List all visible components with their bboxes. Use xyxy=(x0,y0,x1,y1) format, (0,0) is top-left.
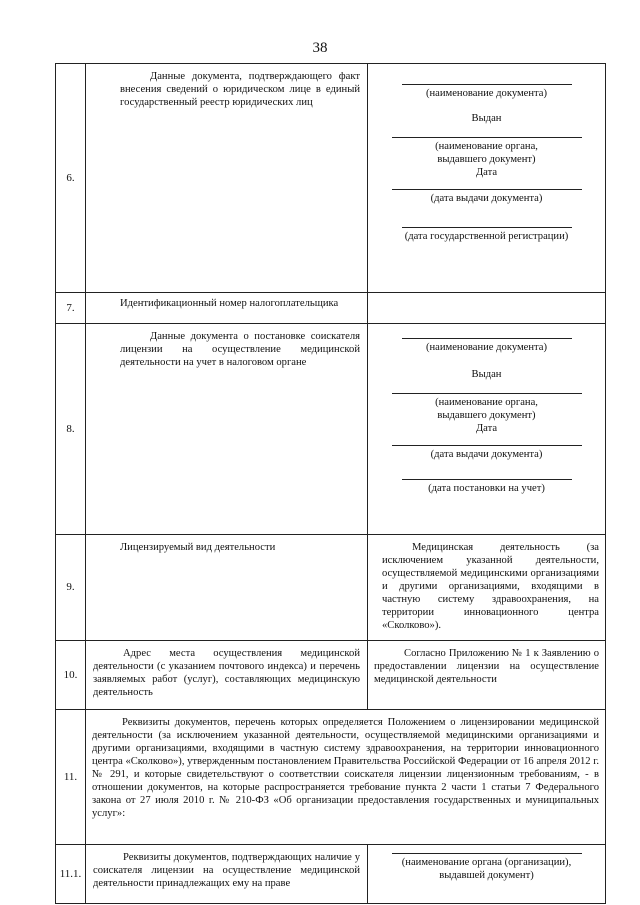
doc-name-caption: (наименование документа) xyxy=(425,88,548,99)
activity-type-text: Медицинская деятельность (за исключением указанной деятельности, осуществляемой медицинскими организациями и другими организациями, входящими в частную систему здравоохранения, на территории инновационного центра «Сколково»). xyxy=(382,542,599,631)
row-value xyxy=(368,324,606,535)
org-name-caption-1: (наименование органа, xyxy=(435,397,538,408)
row-number: 7. xyxy=(56,293,86,324)
row-value xyxy=(368,535,606,641)
table-row xyxy=(56,710,606,845)
page-number: 38 xyxy=(312,40,328,56)
blank-line xyxy=(402,479,572,480)
issue-date-caption: (дата выдачи документа) xyxy=(430,449,543,460)
row-description-text: Адрес места осуществления медицинской деятельности (с указанием почтового индекса) и перечень заявляемых работ (услуг), составляющих медицинскую деятельность xyxy=(93,648,360,698)
row-description xyxy=(86,845,368,904)
issue-date-caption: (дата выдачи документа) xyxy=(430,193,543,204)
table-row xyxy=(56,845,606,904)
doc-name-caption: (наименование документа) xyxy=(425,342,548,353)
table-row xyxy=(56,324,606,535)
row-number: 8. xyxy=(56,324,86,535)
blank-line xyxy=(392,445,582,446)
row-description: Идентификационный номер налогоплательщика xyxy=(86,293,368,324)
row-number: 10. xyxy=(56,641,86,710)
row-value xyxy=(368,64,606,293)
blank-line xyxy=(402,227,572,228)
blank-line xyxy=(392,853,582,854)
blank-line xyxy=(402,84,572,85)
date-label: Дата xyxy=(475,167,498,178)
row-value xyxy=(368,845,606,904)
row-description: Лицензируемый вид деятельности xyxy=(86,535,368,641)
row-number: 9. xyxy=(56,535,86,641)
row-number: 11.1. xyxy=(56,845,86,904)
date-label: Дата xyxy=(475,423,498,434)
org-caption-1: (наименование органа (организации), xyxy=(401,857,572,868)
requisites-paragraph: Реквизиты документов, перечень которых определяется Положением о лицензировании медицинской деятельности (за исключением указанной деятельности, осуществляемой медицинскими организациями и другими организациями, входящими в частную систему здравоохранения, на территории инновационного центра «Сколково»), утвержденным постановлением Правительства Российской Федерации от 16 апреля 2012 г. № 291, и которые свидетельствуют о соответствии соискателя лицензии лицензионным требованиям, - в отношении документов, на которые распространяется требование пункта 2 части 1 статьи 7 Федерального закона от 27 июля 2010 г. № 210-ФЗ «Об организации предоставления государственных и муниципальных услуг»: xyxy=(86,710,606,845)
org-name-caption-2: выдавшего документ) xyxy=(437,410,536,421)
issued-label: Выдан xyxy=(471,113,502,124)
row-description xyxy=(86,64,368,293)
row-description-text: Реквизиты документов, подтверждающих наличие у соискателя лицензии на осуществление медицинской деятельности принадлежащих ему на праве xyxy=(93,852,360,889)
table-row xyxy=(56,641,606,710)
table-row xyxy=(56,535,606,641)
row-description xyxy=(86,324,368,535)
row-number: 6. xyxy=(56,64,86,293)
address-value-text: Согласно Приложению № 1 к Заявлению о предоставлении лицензии на осуществление медицинской деятельности xyxy=(374,648,599,685)
blank-line xyxy=(392,189,582,190)
row-value xyxy=(368,293,606,324)
blank-line xyxy=(392,393,582,394)
row-description xyxy=(86,641,368,710)
table-row xyxy=(56,64,606,293)
org-name-caption-2: выдавшего документ) xyxy=(437,154,536,165)
row-value xyxy=(368,641,606,710)
row-description-text: Данные документа, подтверждающего факт внесения сведений о юридическом лице в единый государственный реестр юридических лиц xyxy=(120,71,360,108)
tax-date-caption: (дата постановки на учет) xyxy=(428,483,545,494)
org-caption-2: выдавшей документ) xyxy=(439,870,534,881)
table-row xyxy=(56,293,606,324)
issued-label: Выдан xyxy=(471,369,502,380)
reg-date-caption: (дата государственной регистрации) xyxy=(404,231,569,242)
blank-line xyxy=(392,137,582,138)
application-table xyxy=(55,63,606,904)
row-description-text: Данные документа о постановке соискателя лицензии на осуществление медицинской деятельности на учет в налоговом органе xyxy=(120,331,360,368)
org-name-caption-1: (наименование органа, xyxy=(435,141,538,152)
row-number: 11. xyxy=(56,710,86,845)
blank-line xyxy=(402,338,572,339)
